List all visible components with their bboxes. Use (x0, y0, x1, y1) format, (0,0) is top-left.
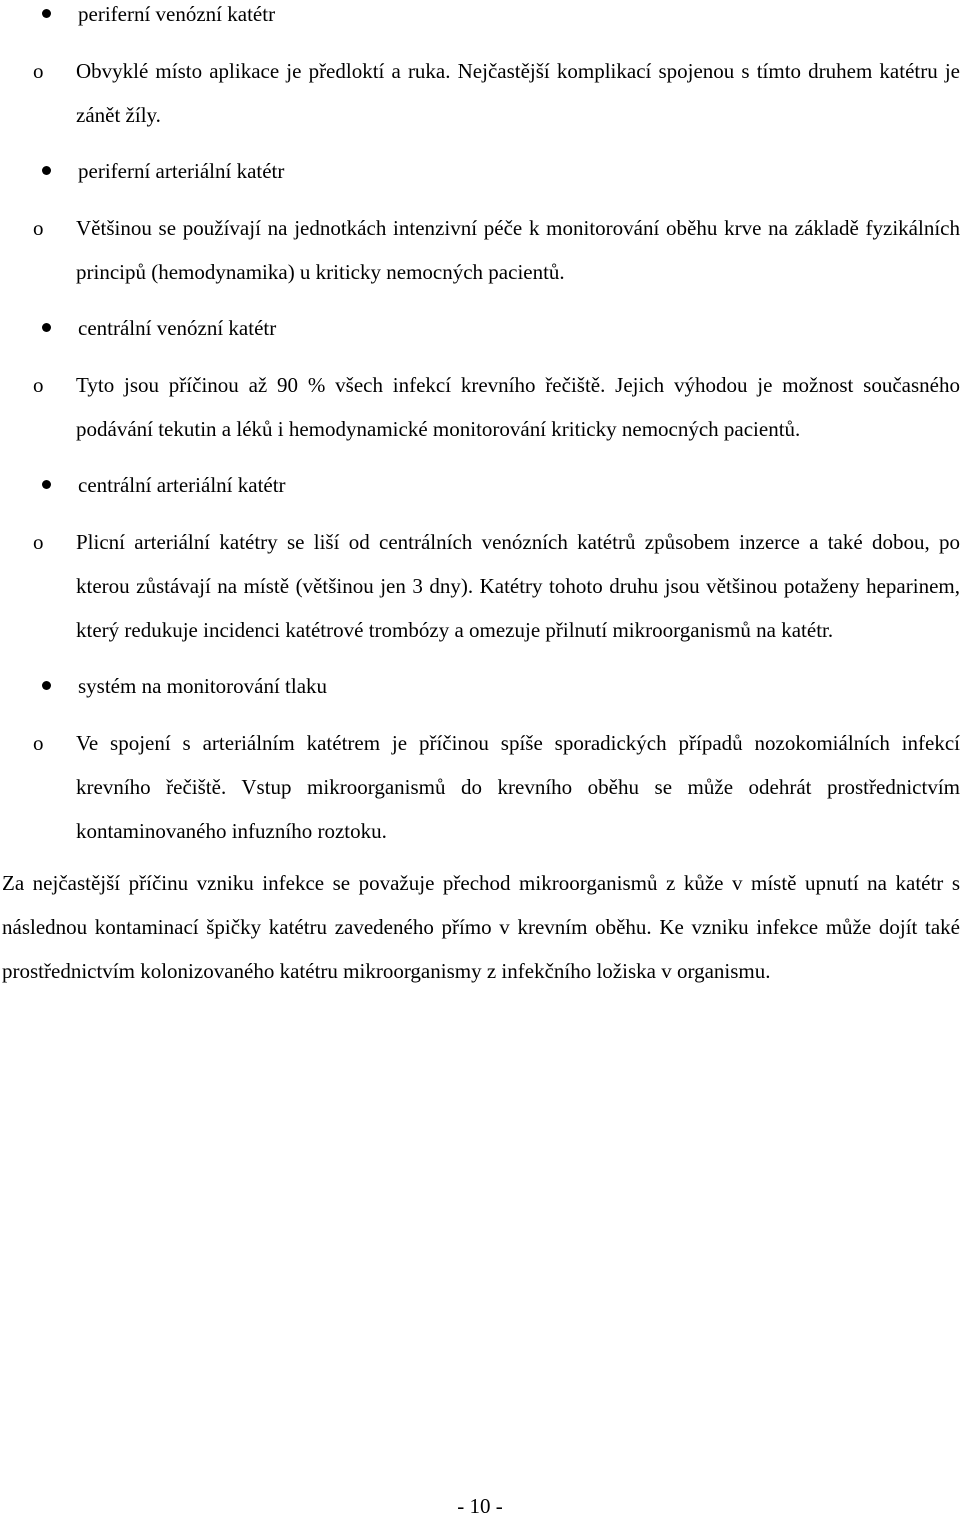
sub-item-text: Tyto jsou příčinou až 90 % všech infekcí krevního řečiště. Jejich výhodou je možnost současného podávání tekutin a léků i hemodynamické monitorování kriticky nemocných pacientů. (76, 373, 960, 441)
bullet-icon (42, 323, 51, 332)
bullet-item-central-arterial (0, 463, 960, 507)
sub-bullet-marker: o (33, 59, 44, 83)
bullet-heading: systém na monitorování tlaku (78, 674, 328, 698)
sub-item-text: Většinou se používají na jednotkách intenzivní péče k monitorování oběhu krve na základě fyzikálních principů (hemodynamika) u kriticky nemocných pacientů. (76, 216, 960, 284)
bullet-icon (42, 681, 51, 690)
bullet-item-central-venous (0, 306, 960, 350)
page-number: - 10 - (457, 1494, 503, 1518)
sub-item (0, 49, 960, 137)
sub-item (0, 520, 960, 652)
sub-item (0, 721, 960, 853)
sub-item-text: Plicní arteriální katétry se liší od centrálních venózních katétrů způsobem inzerce a také dobou, po kterou zůstávají na místě (většinou jen 3 dny). Katétry tohoto druhu jsou většinou potaženy heparinem, který redukuje incidenci katétrové trombózy a omezuje přilnutí mikroorganismů na katétr. (76, 530, 960, 642)
bullet-heading: centrální arteriální katétr (78, 473, 286, 497)
body-paragraph: Za nejčastější příčinu vzniku infekce se považuje přechod mikroorganismů z kůže v místě upnutí na katétr s následnou kontaminací špičky katétru zavedeného přímo v krevním oběhu. Ke vzniku infekce může dojít také prostřednictvím kolonizovaného katétru mikroorganismy z infekčního ložiska v organismu. (2, 871, 960, 983)
sub-bullet-marker: o (33, 373, 44, 397)
sub-bullet-marker: o (33, 731, 44, 755)
bullet-heading: centrální venózní katétr (78, 316, 277, 340)
bullet-item-peripheral-venous (0, 0, 960, 36)
sub-bullet-marker: o (33, 530, 44, 554)
sub-item-text: Ve spojení s arteriálním katétrem je příčinou spíše sporadických případů nozokomiálních infekcí krevního řečiště. Vstup mikroorganismů do krevního oběhu se může odehrát prostřednictvím kontaminovaného infuzního roztoku. (76, 731, 960, 843)
bullet-item-peripheral-arterial (0, 149, 960, 193)
sub-item-text: Obvyklé místo aplikace je předloktí a ruka. Nejčastější komplikací spojenou s tímto druhem katétru je zánět žíly. (76, 59, 960, 127)
bullet-item-pressure-monitoring (0, 664, 960, 708)
sub-bullet-marker: o (33, 216, 44, 240)
bullet-icon (42, 9, 51, 18)
bullet-heading: periferní arteriální katétr (78, 159, 285, 183)
bullet-icon (42, 166, 51, 175)
bullet-icon (42, 480, 51, 489)
bullet-heading: periferní venózní katétr (78, 2, 276, 26)
sub-item (0, 206, 960, 294)
sub-item (0, 363, 960, 451)
